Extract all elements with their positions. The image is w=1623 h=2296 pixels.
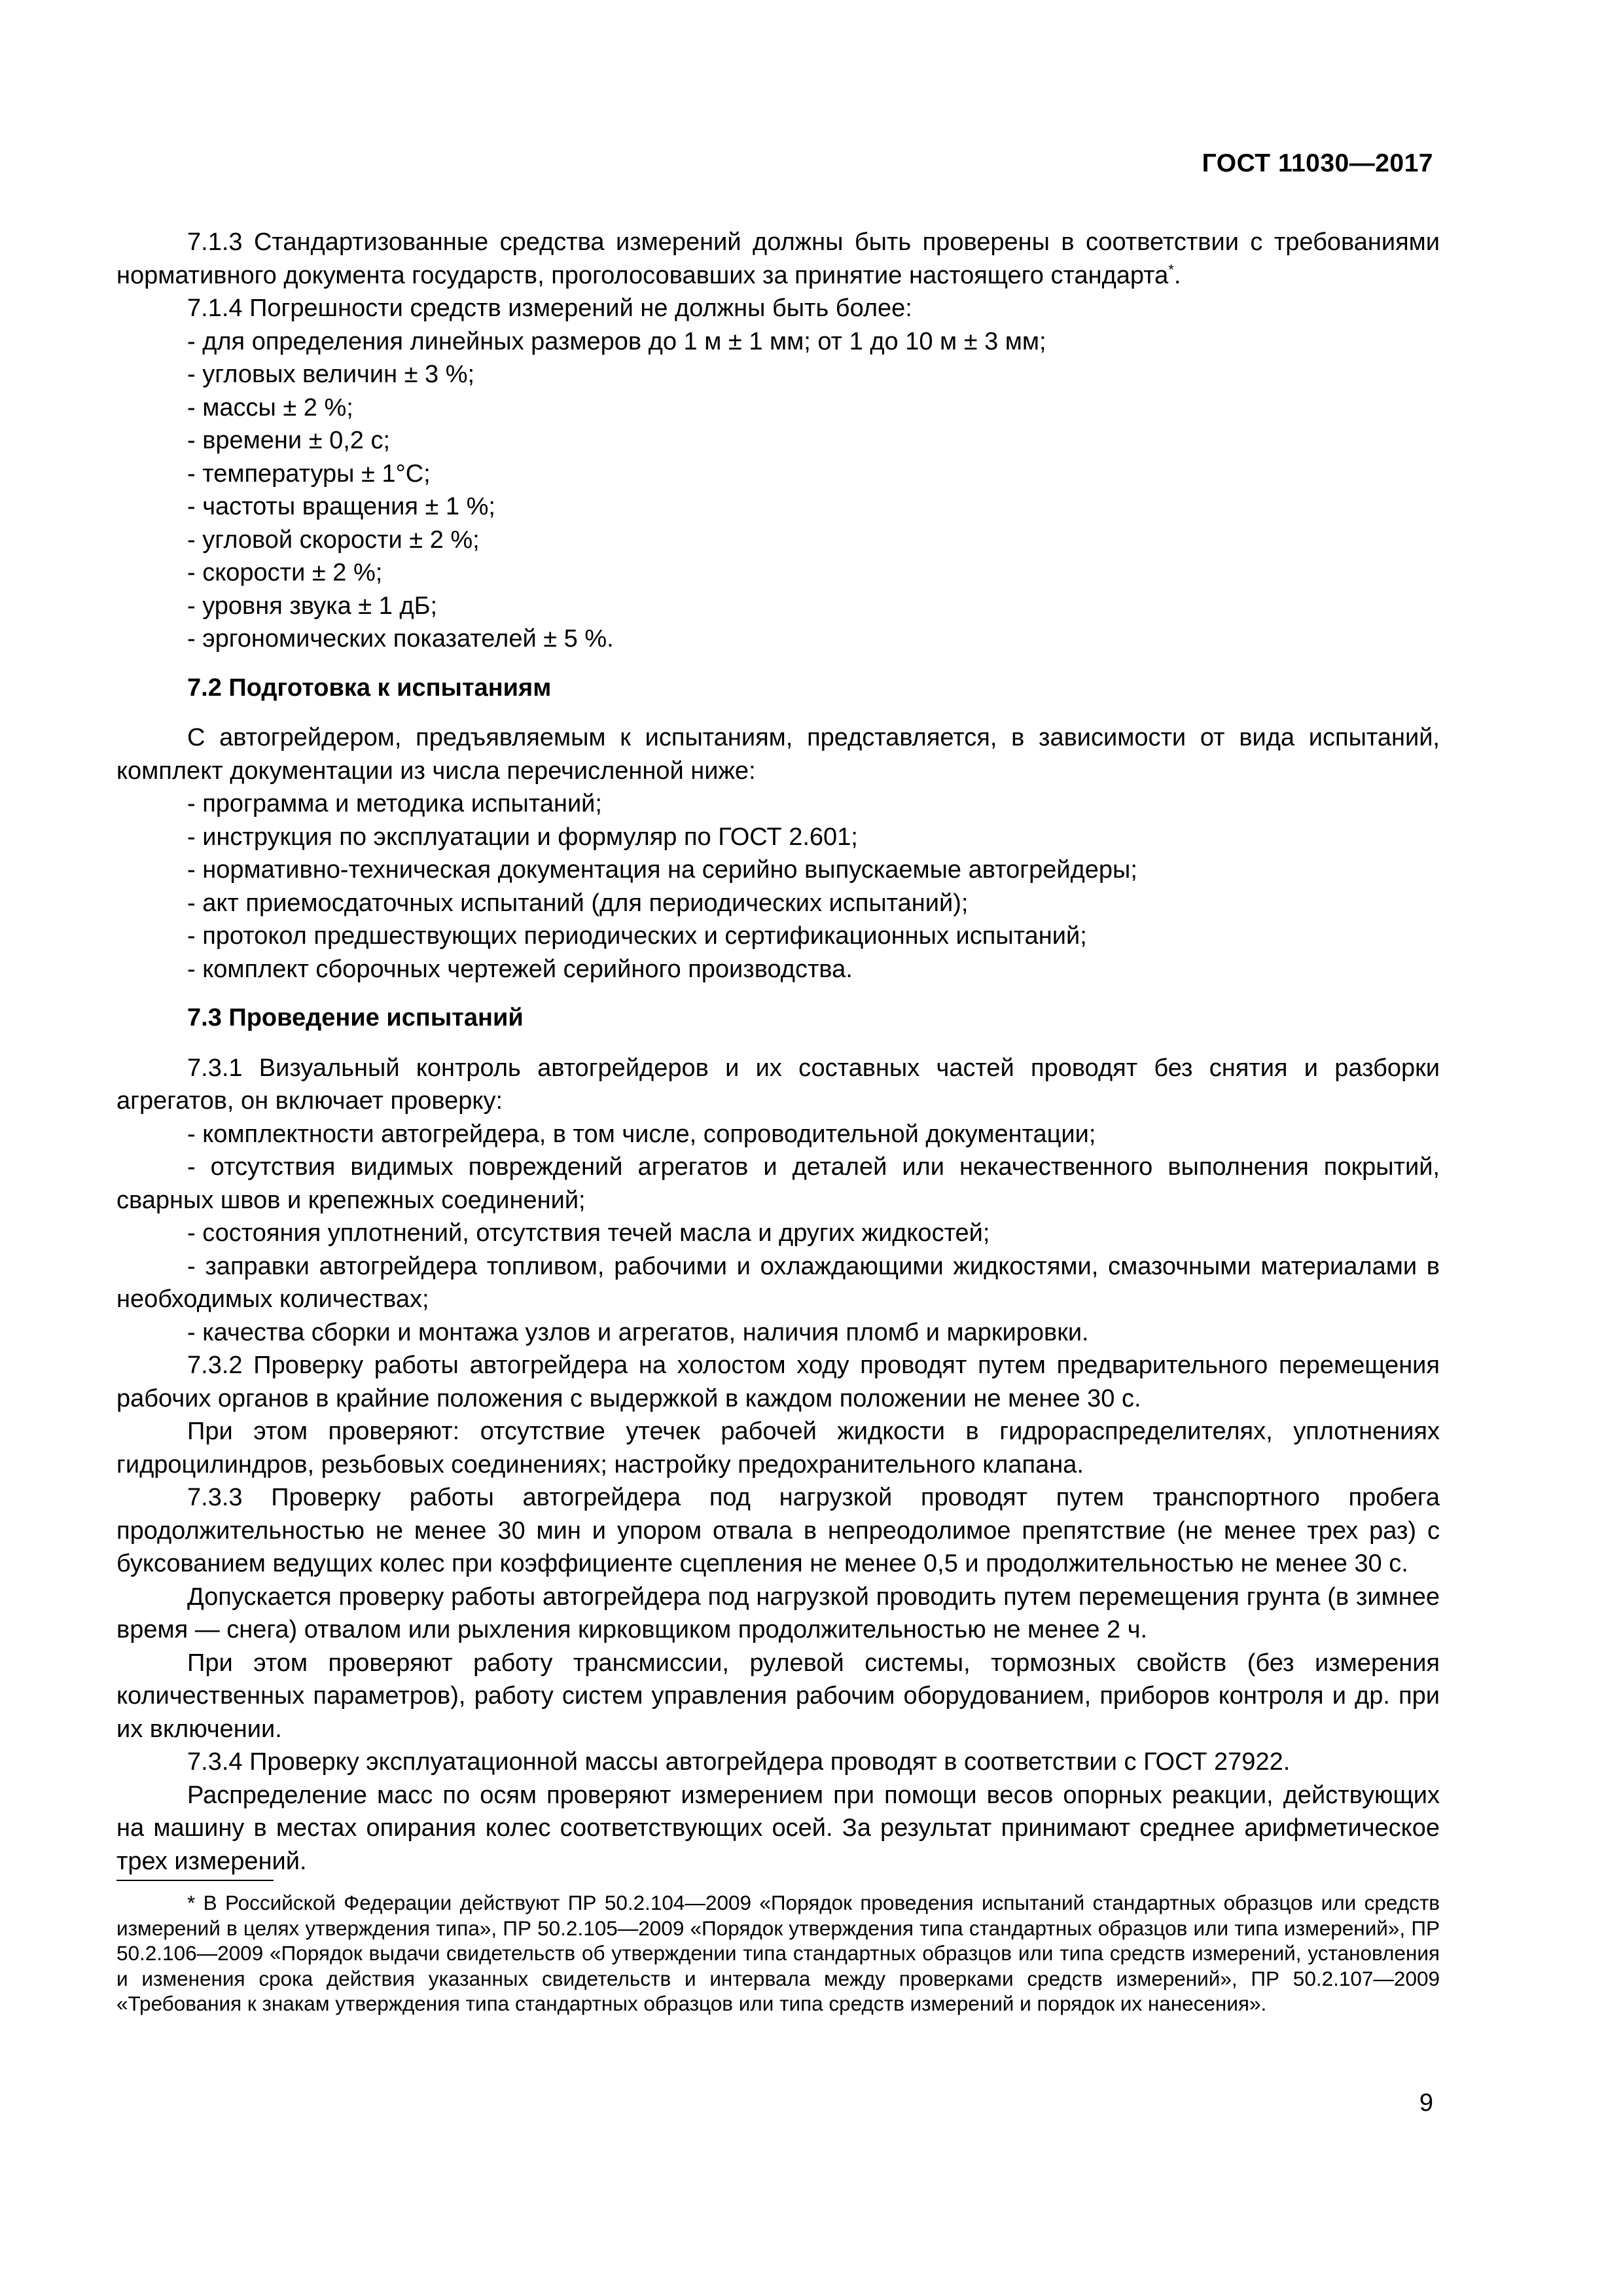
list-item: - протокол предшествующих периодических и сертификационных испытаний; <box>187 922 1087 950</box>
list-item: - угловой скорости ± 2 %; <box>187 526 480 554</box>
list-item: - состояния уплотнений, отсутствия течей масла и других жидкостей; <box>187 1219 990 1247</box>
list-item: - эргономических показателей ± 5 %. <box>187 625 614 653</box>
paragraph-7-1-4-intro: 7.1.4 Погрешности средств измерений не должны быть более: <box>187 295 912 322</box>
list-item: - заправки автогрейдера топливом, рабочими и охлаждающими жидкостями, смазочными материалами в необходимых количествах; <box>116 1252 1440 1313</box>
list-item: - нормативно-техническая документация на серийно выпускаемые автогрейдеры; <box>187 856 1137 884</box>
list-item: - комплектности автогрейдера, в том числе, сопроводительной документации; <box>187 1120 1096 1148</box>
list-item: - скорости ± 2 %; <box>187 559 383 586</box>
paragraph-7-3-1-intro: 7.3.1 Визуальный контроль автогрейдеров и их составных частей проводят без снятия и разборки агрегатов, он включает проверку: <box>116 1054 1440 1115</box>
paragraph-7-1-3-tail: . <box>1173 261 1181 289</box>
paragraph-7-3-2: 7.3.2 Проверку работы автогрейдера на холостом ходу проводят путем предварительного перемещения рабочих органов в крайние положения с выдержкой в каждом положении не менее 30 с. <box>116 1352 1440 1412</box>
section-heading-7-3: 7.3 Проведение испытаний <box>187 1004 524 1031</box>
footnote-reference: * <box>1168 260 1174 278</box>
list-item: - температуры ± 1°С; <box>187 459 431 488</box>
list-item: - частоты вращения ± 1 %; <box>187 493 495 520</box>
list-item: - инструкция по эксплуатации и формуляр по ГОСТ 2.601; <box>187 823 858 851</box>
section-7-2-intro: С автогрейдером, предъявляемым к испытаниям, представляется, в зависимости от вида испытаний, комплект документации из числа перечисленной ниже: <box>116 724 1440 785</box>
paragraph-7-3-4: 7.3.4 Проверку эксплуатационной массы автогрейдера проводят в соответствии с ГОСТ 27922. <box>187 1748 1291 1776</box>
paragraph-7-3-3-check: При этом проверяют работу трансмиссии, рулевой системы, тормозных свойств (без измерения количественных параметров), работу систем управления рабочим оборудованием, приборов контроля и др. при их включении. <box>116 1649 1440 1743</box>
list-item: - угловых величин ± 3 %; <box>187 361 475 388</box>
list-item: - отсутствия видимых повреждений агрегатов и деталей или некачественного выполнения покрытий, сварных швов и крепежных соединений; <box>116 1153 1440 1214</box>
document-body <box>116 226 1440 1878</box>
footnote-separator <box>116 1880 274 1881</box>
list-item: - массы ± 2 %; <box>187 393 353 422</box>
paragraph-7-3-3: 7.3.3 Проверку работы автогрейдера под нагрузкой проводят путем транспортного пробега продолжительностью не менее 30 мин и упором отвала в непреодолимое препятствие (не менее трех раз) с буксованием ведущих колес при коэффициенте сцепления не менее 0,5 и продолжительностью не менее 30 с. <box>116 1484 1440 1577</box>
paragraph-7-3-3-allow: Допускается проверку работы автогрейдера под нагрузкой проводить путем перемещения грунта (в зимнее время — снега) отвалом или рыхления кирковщиком продолжительностью не менее 2 ч. <box>116 1583 1440 1643</box>
list-item: - программа и методика испытаний; <box>187 790 602 817</box>
paragraph-7-3-2-check: При этом проверяют: отсутствие утечек рабочей жидкости в гидрораспределителях, уплотнениях гидроцилиндров, резьбовых соединениях; настройку предохранительного клапана. <box>116 1418 1440 1479</box>
list-item: - уровня звука ± 1 дБ; <box>187 592 438 620</box>
paragraph-7-1-3-text: 7.1.3 Стандартизованные средства измерений должны быть проверены в соответствии с требованиями нормативного документа государств, проголосовавших за принятие настоящего стандарта <box>116 228 1440 289</box>
paragraph-7-3-4-distribution: Распределение масс по осям проверяют измерением при помощи весов опорных реакции, действующих на машину в местах опирания колес соответствующих осей. За результат принимают среднее арифметическое трех измерений. <box>116 1781 1440 1875</box>
footnote: * В Российской Федерации действуют ПР 50.2.104—2009 «Порядок проведения испытаний стандартных образцов или средств измерений в целях утверждения типа», ПР 50.2.105—2009 «Порядок утверждения типа стандартных образцов или типа измерений», ПР 50.2.106—2009 «Порядок выдачи свидетельств об утверждении типа стандартных образцов или типа средств измерений, установления и изменения срока действия указанных свидетельств и интервала между проверками средств измерений», ПР 50.2.107—2009 «Требования к знакам утверждения типа стандартных образцов или типа средств измерений и порядок их нанесения». <box>116 1891 1440 2015</box>
page-number: 9 <box>1419 2089 1433 2117</box>
section-heading-7-2: 7.2 Подготовка к испытаниям <box>187 673 552 702</box>
list-item: - для определения линейных размеров до 1 м ± 1 мм; от 1 до 10 м ± 3 мм; <box>187 327 1046 355</box>
list-item: - комплект сборочных чертежей серийного производства. <box>187 955 853 983</box>
list-item: - времени ± 0,2 с; <box>187 427 391 454</box>
list-item: - акт приемосдаточных испытаний (для периодических испытаний); <box>187 889 969 917</box>
document-number-header: ГОСТ 11030—2017 <box>1202 149 1433 177</box>
list-item: - качества сборки и монтажа узлов и агрегатов, наличия пломб и маркировки. <box>187 1318 1089 1346</box>
paragraph-7-1-3 <box>116 226 1440 292</box>
